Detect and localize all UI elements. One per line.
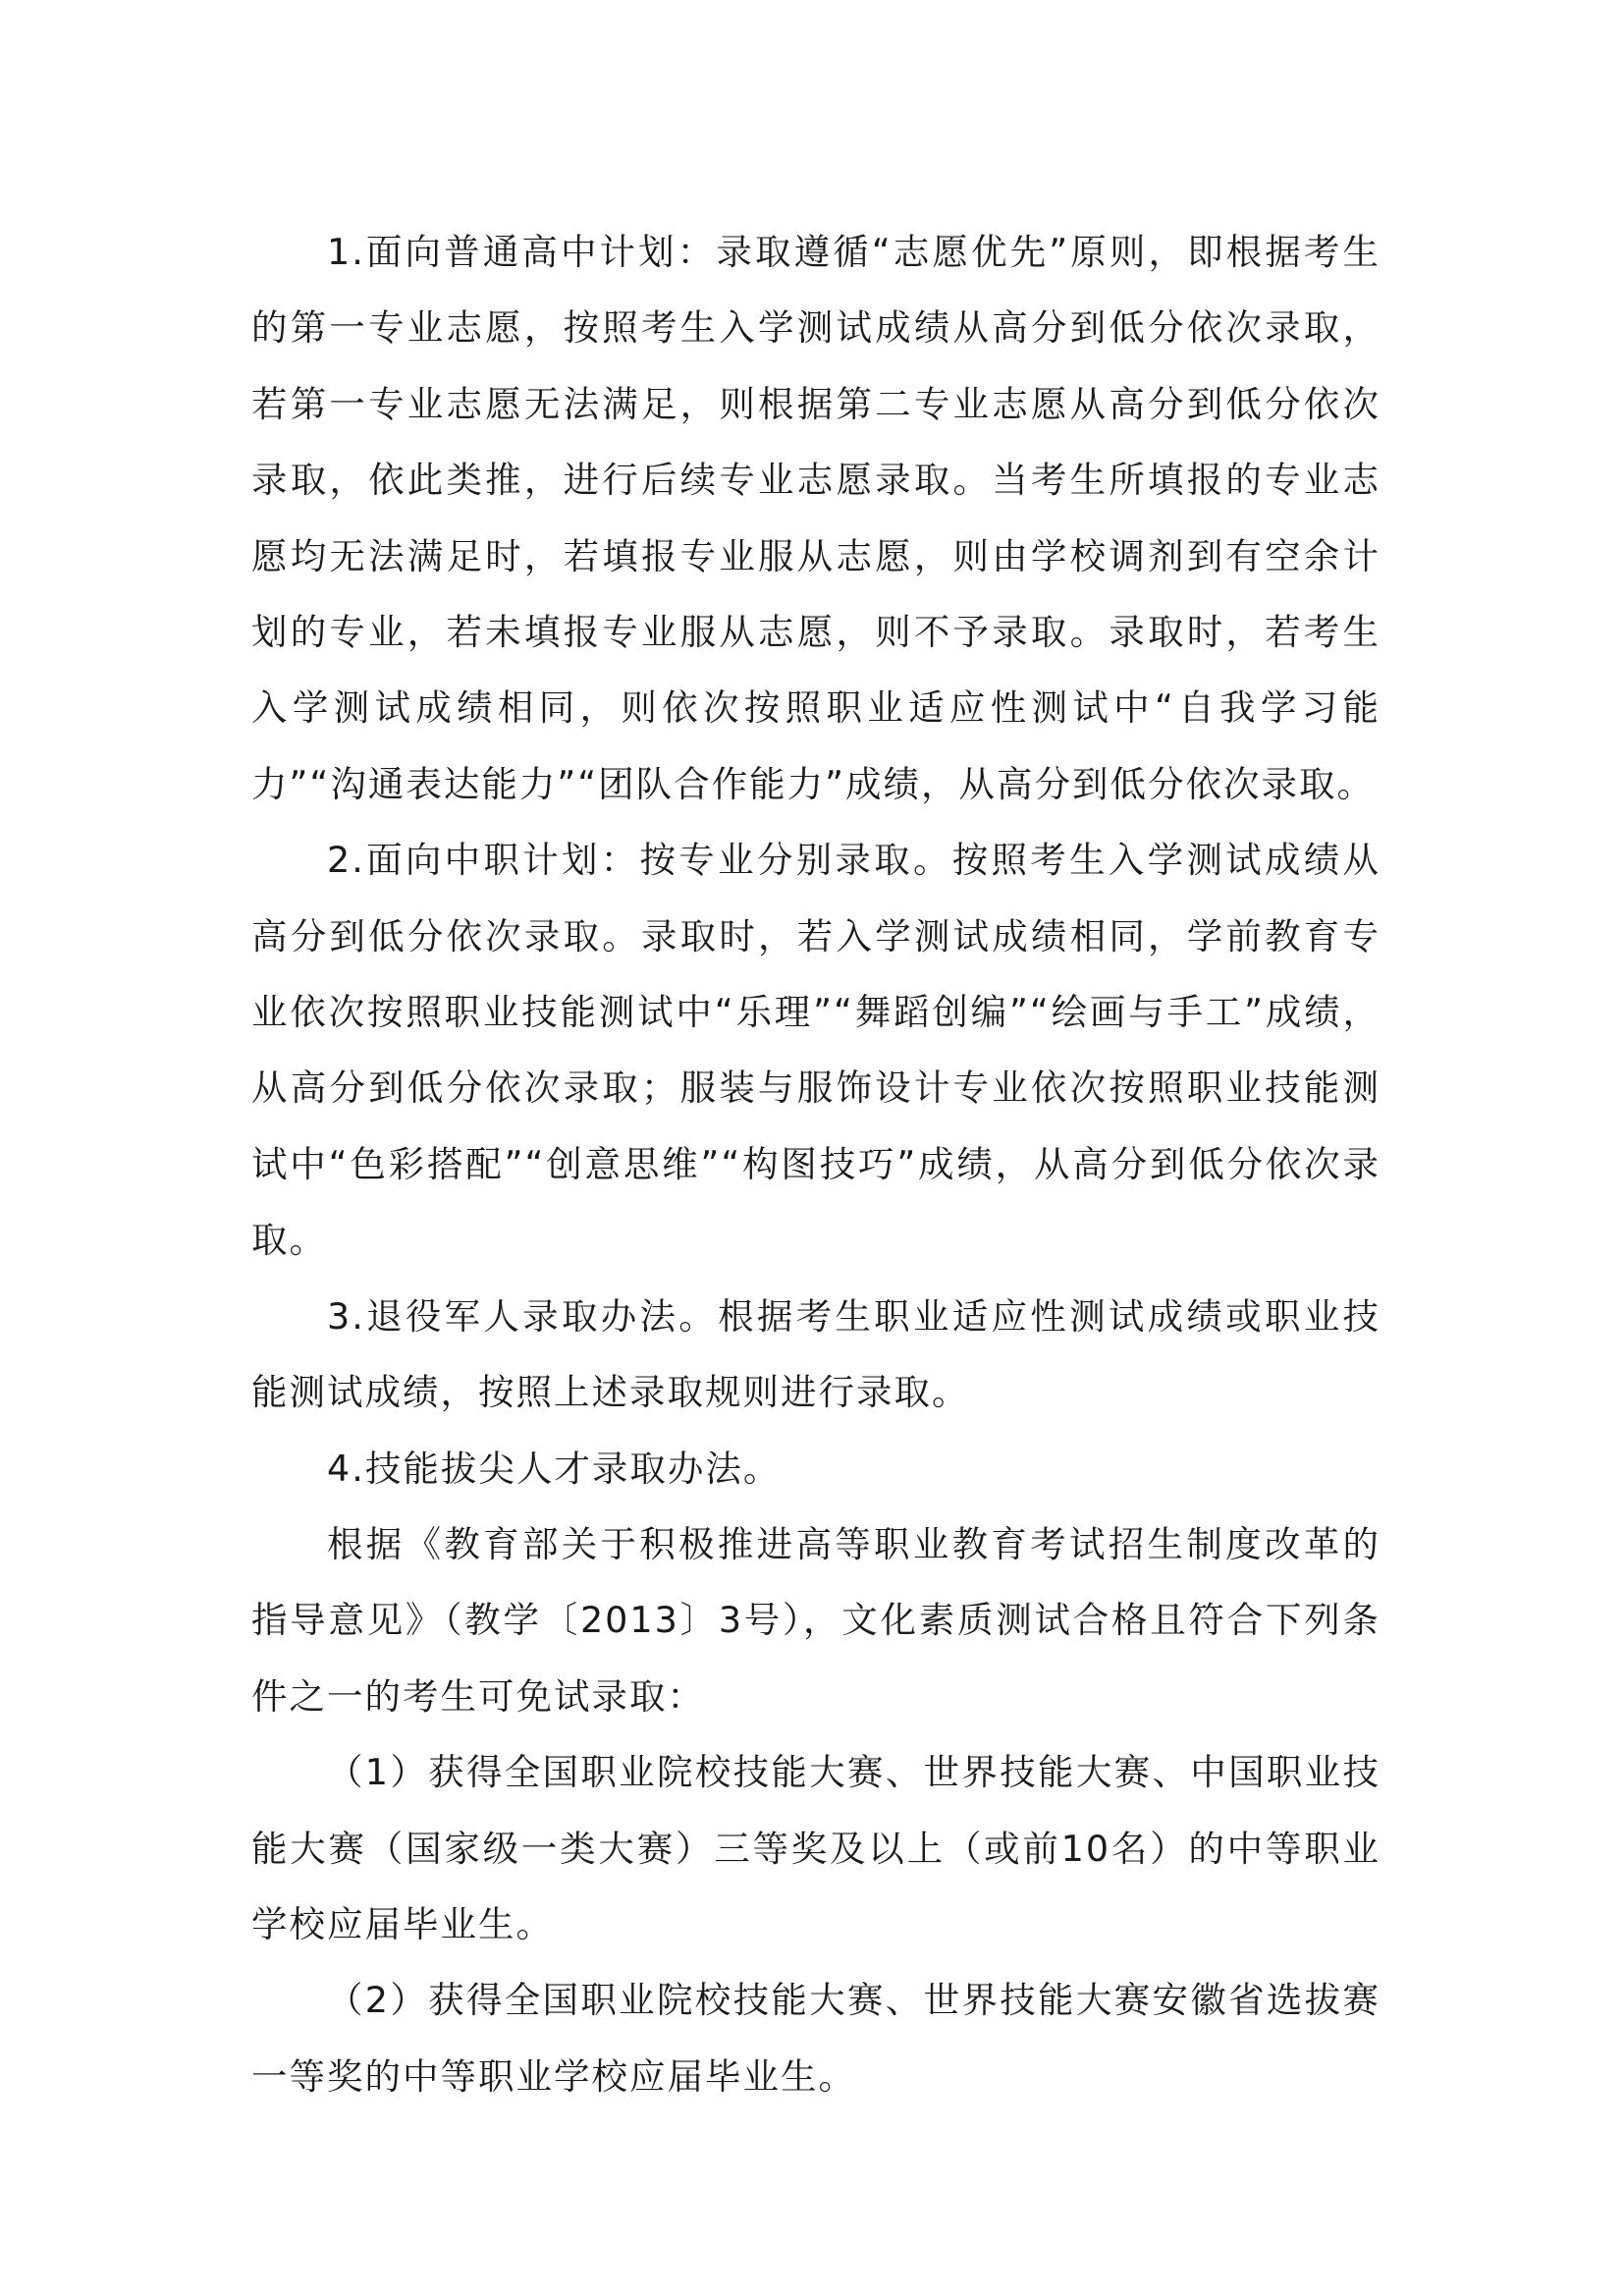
paragraph-condition-1: （1）获得全国职业院校技能大赛、世界技能大赛、中国职业技能大赛（国家级一类大赛）三等奖及以上（或前10名）的中等职业学校应届毕业生。 (251, 1751, 1380, 1945)
paragraph-general-high-school-plan: 1.面向普通高中计划：录取遵循“志愿优先”原则，即根据考生的第一专业志愿，按照考生入学测试成绩从高分到低分依次录取，若第一专业志愿无法满足，则根据第二专业志愿从高分到低分依次录取，依此类推，进行后续专业志愿录取。当考生所填报的专业志愿均无法满足时，若填报专业服从志愿，则由学校调剂到有空余计划的专业，若未填报专业服从志愿，则不予录取。录取时，若考生入学测试成绩相同，则依次按照职业适应性测试中“自我学习能力”“沟通表达能力”“团队合作能力”成绩，从高分到低分依次录取。 (251, 231, 1380, 805)
paragraph-veterans-admission: 3.退役军人录取办法。根据考生职业适应性测试成绩或职业技能测试成绩，按照上述录取规则进行录取。 (251, 1294, 1380, 1414)
paragraph-exemption-basis: 根据《教育部关于积极推进高等职业教育考试招生制度改革的指导意见》（教学〔2013〕3号），文化素质测试合格且符合下列条件之一的考生可免试录取： (251, 1522, 1380, 1718)
paragraph-secondary-vocational-plan: 2.面向中职计划：按专业分别录取。按照考生入学测试成绩从高分到低分依次录取。录取时，若入学测试成绩相同，学前教育专业依次按照职业技能测试中“乐理”“舞蹈创编”“绘画与手工”成绩，从高分到低分依次录取；服装与服饰设计专业依次按照职业技能测试中“色彩搭配”“创意思维”“构图技巧”成绩，从高分到低分依次录取。 (251, 839, 1380, 1262)
document-body (251, 214, 1380, 2114)
paragraph-condition-2: （2）获得全国职业院校技能大赛、世界技能大赛安徽省选拔赛一等奖的中等职业学校应届毕业生。 (251, 1979, 1380, 2098)
paragraph-skilled-talent-admission: 4.技能拔尖人才录取办法。 (327, 1447, 782, 1490)
